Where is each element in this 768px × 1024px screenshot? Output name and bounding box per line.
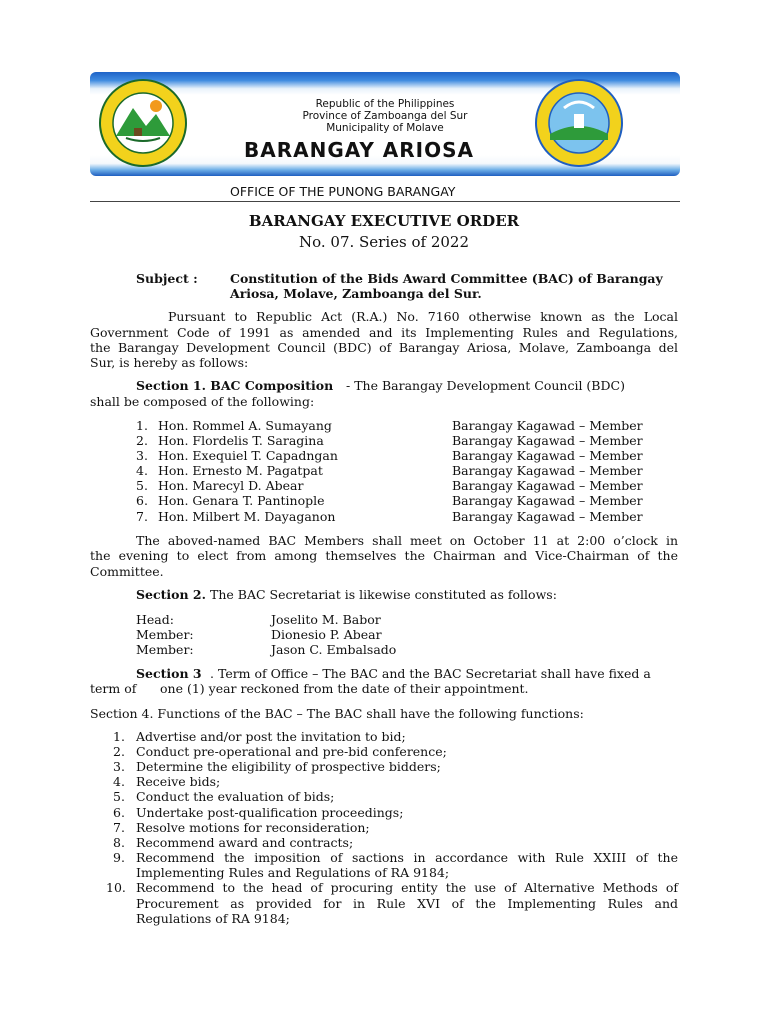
function-text: Recommend the imposition of sactions in accordance with Rule XXIII of the	[136, 850, 678, 865]
member-num: 4.	[136, 463, 148, 478]
member-name: Hon. Genara T. Pantinople	[158, 493, 325, 508]
municipality-of-molave-seal	[534, 78, 624, 168]
function-num: 7.	[113, 820, 125, 835]
function-num: 4.	[113, 774, 125, 789]
preamble-line-3: the Barangay Development Council (BDC) of Barangay Ariosa, Molave, Zamboanga del	[90, 340, 678, 355]
secretariat-label: Member:	[136, 642, 194, 657]
barangay-title: BARANGAY ARIOSA	[244, 138, 474, 162]
preamble-line-1: Pursuant to Republic Act (R.A.) No. 7160 otherwise known as the Local	[168, 309, 678, 324]
member-num: 2.	[136, 433, 148, 448]
section-1-line-2: shall be composed of the following:	[90, 394, 315, 409]
member-role: Barangay Kagawad – Member	[452, 493, 643, 508]
member-num: 5.	[136, 478, 148, 493]
subject-label: Subject :	[136, 271, 198, 286]
function-text: Determine the eligibility of prospective bidders;	[136, 759, 441, 774]
function-text: Implementing Rules and Regulations of RA 9184;	[136, 865, 450, 880]
function-num: 10.	[106, 880, 126, 895]
member-name: Hon. Rommel A. Sumayang	[158, 418, 332, 433]
member-name: Hon. Exequiel T. Capadngan	[158, 448, 338, 463]
meeting-line-1: The aboved-named BAC Members shall meet on October 11 at 2:00 o’clock in	[136, 533, 678, 548]
secretariat-name: Dionesio P. Abear	[271, 627, 382, 642]
member-name: Hon. Milbert M. Dayaganon	[158, 509, 336, 524]
function-text: Procurement as provided for in Rule XVI of the Implementing Rules and	[136, 896, 678, 911]
function-text: Recommend award and contracts;	[136, 835, 354, 850]
municipality-line: Municipality of Molave	[326, 122, 444, 134]
function-text: Conduct the evaluation of bids;	[136, 789, 335, 804]
section-3-line-2a: term of	[90, 681, 137, 696]
section-1-line-1: - The Barangay Development Council (BDC)	[346, 378, 625, 393]
section-3-line-2b: one (1) year reckoned from the date of their appointment.	[160, 681, 529, 696]
header-text	[240, 98, 530, 162]
function-num: 2.	[113, 744, 125, 759]
function-num: 8.	[113, 835, 125, 850]
header-banner	[90, 72, 680, 176]
subject-line-1: Constitution of the Bids Award Committee (BAC) of Barangay	[230, 271, 663, 286]
section-4-intro: Section 4. Functions of the BAC – The BAC shall have the following functions:	[90, 706, 584, 721]
member-name: Hon. Ernesto M. Pagatpat	[158, 463, 323, 478]
republic-line: Republic of the Philippines	[315, 98, 455, 110]
office-line: OFFICE OF THE PUNONG BARANGAY	[230, 184, 456, 199]
function-num: 6.	[113, 805, 125, 820]
barangay-ariosa-seal	[98, 78, 188, 168]
section-2-text: The BAC Secretariat is likewise constituted as follows:	[210, 587, 557, 602]
member-name: Hon. Flordelis T. Saragina	[158, 433, 324, 448]
member-num: 3.	[136, 448, 148, 463]
office-divider	[90, 201, 680, 202]
subject-line-2: Ariosa, Molave, Zamboanga del Sur.	[230, 286, 482, 301]
order-title: BARANGAY EXECUTIVE ORDER	[248, 212, 520, 230]
member-role: Barangay Kagawad – Member	[452, 448, 643, 463]
meeting-line-2: the evening to elect from among themselves the Chairman and Vice-Chairman of the	[90, 548, 678, 563]
function-num: 9.	[113, 850, 125, 865]
secretariat-label: Head:	[136, 612, 174, 627]
function-text: Recommend to the head of procuring entity the use of Alternative Methods of	[136, 880, 678, 895]
member-role: Barangay Kagawad – Member	[452, 463, 643, 478]
section-3-line-1: . Term of Office – The BAC and the BAC Secretariat shall have fixed a	[210, 666, 651, 681]
function-text: Advertise and/or post the invitation to bid;	[136, 729, 406, 744]
section-1-heading: Section 1. BAC Composition	[136, 378, 334, 393]
preamble-line-2: Government Code of 1991 as amended and its Implementing Rules and Regulations,	[90, 325, 678, 340]
function-text: Undertake post-qualification proceedings;	[136, 805, 404, 820]
member-role: Barangay Kagawad – Member	[452, 509, 643, 524]
secretariat-label: Member:	[136, 627, 194, 642]
preamble-line-4: Sur, is hereby as follows:	[90, 355, 249, 370]
member-role: Barangay Kagawad – Member	[452, 418, 643, 433]
function-text: Receive bids;	[136, 774, 221, 789]
section-2-heading: Section 2.	[136, 587, 206, 602]
province-line: Province of Zamboanga del Sur	[302, 110, 468, 122]
secretariat-name: Jason C. Embalsado	[271, 642, 397, 657]
function-text: Regulations of RA 9184;	[136, 911, 290, 926]
function-num: 5.	[113, 789, 125, 804]
member-num: 6.	[136, 493, 148, 508]
meeting-line-3: Committee.	[90, 564, 164, 579]
member-role: Barangay Kagawad – Member	[452, 478, 643, 493]
function-num: 1.	[113, 729, 125, 744]
member-role: Barangay Kagawad – Member	[452, 433, 643, 448]
function-text: Resolve motions for reconsideration;	[136, 820, 370, 835]
function-num: 3.	[113, 759, 125, 774]
section-3-heading: Section 3	[136, 666, 202, 681]
function-text: Conduct pre-operational and pre-bid conference;	[136, 744, 447, 759]
member-name: Hon. Marecyl D. Abear	[158, 478, 304, 493]
secretariat-name: Joselito M. Babor	[271, 612, 381, 627]
member-num: 1.	[136, 418, 148, 433]
member-num: 7.	[136, 509, 148, 524]
order-number: No. 07. Series of 2022	[298, 233, 470, 251]
